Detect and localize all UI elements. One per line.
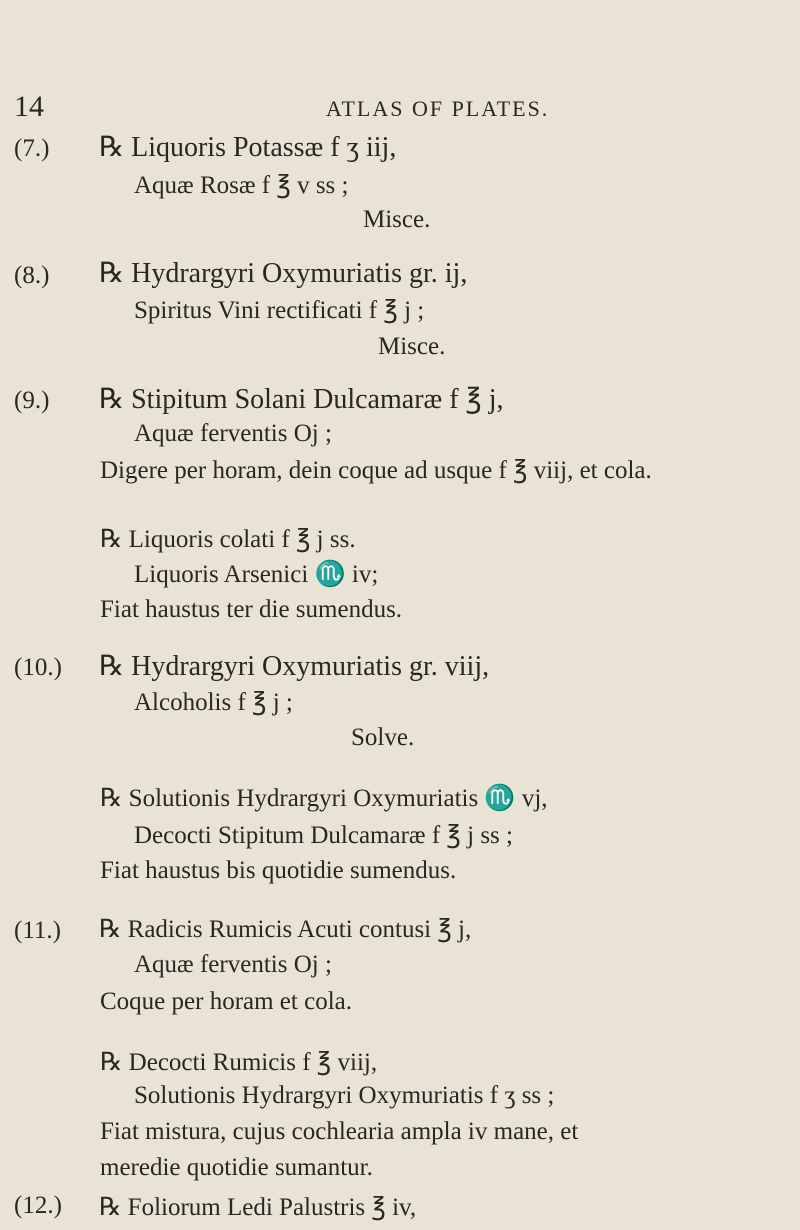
prescription-line: Coque per horam et cola. [100, 988, 352, 1015]
prescription-line: Fiat haustus bis quotidie sumendus. [100, 857, 457, 884]
page-number: 14 [14, 90, 44, 123]
prescription-line: Solve. [351, 724, 415, 751]
prescription-line: Liquoris Arsenici ♏ iv; [134, 561, 379, 588]
prescription-line: ℞ Hydrargyri Oxymuriatis gr. viij, [99, 651, 490, 682]
prescription-number: (12.) [14, 1192, 62, 1219]
prescription-number: (11.) [14, 917, 61, 944]
running-title: ATLAS OF PLATES. [326, 96, 550, 121]
prescription-line: Digere per horam, dein coque ad usque f ℥ viij, et cola. [100, 457, 652, 484]
prescription-line: ℞ Solutionis Hydrargyri Oxymuriatis ♏ vj, [100, 785, 548, 812]
prescription-line: Aquæ ferventis Oj ; [134, 420, 332, 447]
prescription-line: ℞ Stipitum Solani Dulcamaræ f ℥ j, [99, 384, 504, 415]
prescription-line: meredie quotidie sumantur. [100, 1154, 373, 1181]
prescription-number: (10.) [14, 654, 62, 681]
prescription-line: ℞ Foliorum Ledi Palustris ℥ iv, [99, 1194, 417, 1221]
prescription-line: ℞ Hydrargyri Oxymuriatis gr. ij, [99, 258, 468, 289]
prescription-number: (9.) [14, 387, 50, 414]
prescription-line: ℞ Radicis Rumicis Acuti contusi ℥ j, [99, 916, 472, 943]
prescription-line: Misce. [363, 206, 431, 233]
prescription-line: Alcoholis f ℥ j ; [134, 689, 293, 716]
prescription-number: (8.) [14, 262, 50, 289]
prescription-line: Solutionis Hydrargyri Oxymuriatis f ʒ ss ; [134, 1082, 555, 1109]
prescription-line: Aquæ ferventis Oj ; [134, 951, 332, 978]
prescription-line: Decocti Stipitum Dulcamaræ f ℥ j ss ; [134, 822, 513, 849]
prescription-line: Aquæ Rosæ f ℥ v ss ; [134, 172, 349, 199]
prescription-line: Fiat haustus ter die sumendus. [100, 596, 403, 623]
prescription-line: ℞ Decocti Rumicis f ℥ viij, [100, 1049, 378, 1076]
prescription-line: Fiat mistura, cujus cochlearia ampla iv mane, et [100, 1118, 579, 1145]
prescription-line: Spiritus Vini rectificati f ℥ j ; [134, 297, 425, 324]
prescription-line: Misce. [378, 333, 446, 360]
prescription-line: ℞ Liquoris colati f ℥ j ss. [100, 526, 356, 553]
prescription-line: ℞ Liquoris Potassæ f ʒ iij, [99, 132, 397, 163]
prescription-number: (7.) [14, 135, 50, 162]
